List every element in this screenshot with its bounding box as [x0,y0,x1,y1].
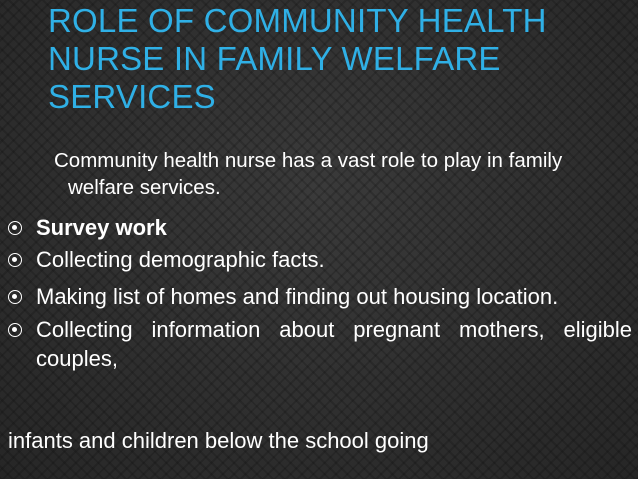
bullet-list [0,213,632,373]
bullet-text: Making list of homes and finding out housing location. [36,284,559,309]
circle-dot-bullet-icon [8,221,22,235]
slide-title-line: ROLE OF COMMUNITY HEALTH [48,2,547,39]
continuation-text: infants and children below the school going [8,428,429,453]
bullet-item-list-of-homes [0,282,632,311]
intro-line: Community health nurse has a vast role to play in [54,149,503,172]
bullet-item-pregnant-mothers [0,315,632,373]
bullet-item-survey-work [0,213,632,242]
intro-paragraph [54,147,628,201]
bullet-text: Collecting demographic facts. [36,247,325,272]
intro-line: family welfare services. [68,149,563,199]
circle-dot-bullet-icon [8,253,22,267]
slide-title-line: SERVICES [48,78,216,115]
bullet-text: Collecting information about pregnant mothers, eligible couples, [36,317,632,371]
bullet-item-demographic-facts [0,245,632,274]
circle-dot-bullet-icon [8,290,22,304]
slide-title [48,2,608,116]
bullet-text: Survey work [36,215,167,240]
slide-title-line: NURSE IN FAMILY WELFARE [48,40,501,77]
circle-dot-bullet-icon [8,323,22,337]
